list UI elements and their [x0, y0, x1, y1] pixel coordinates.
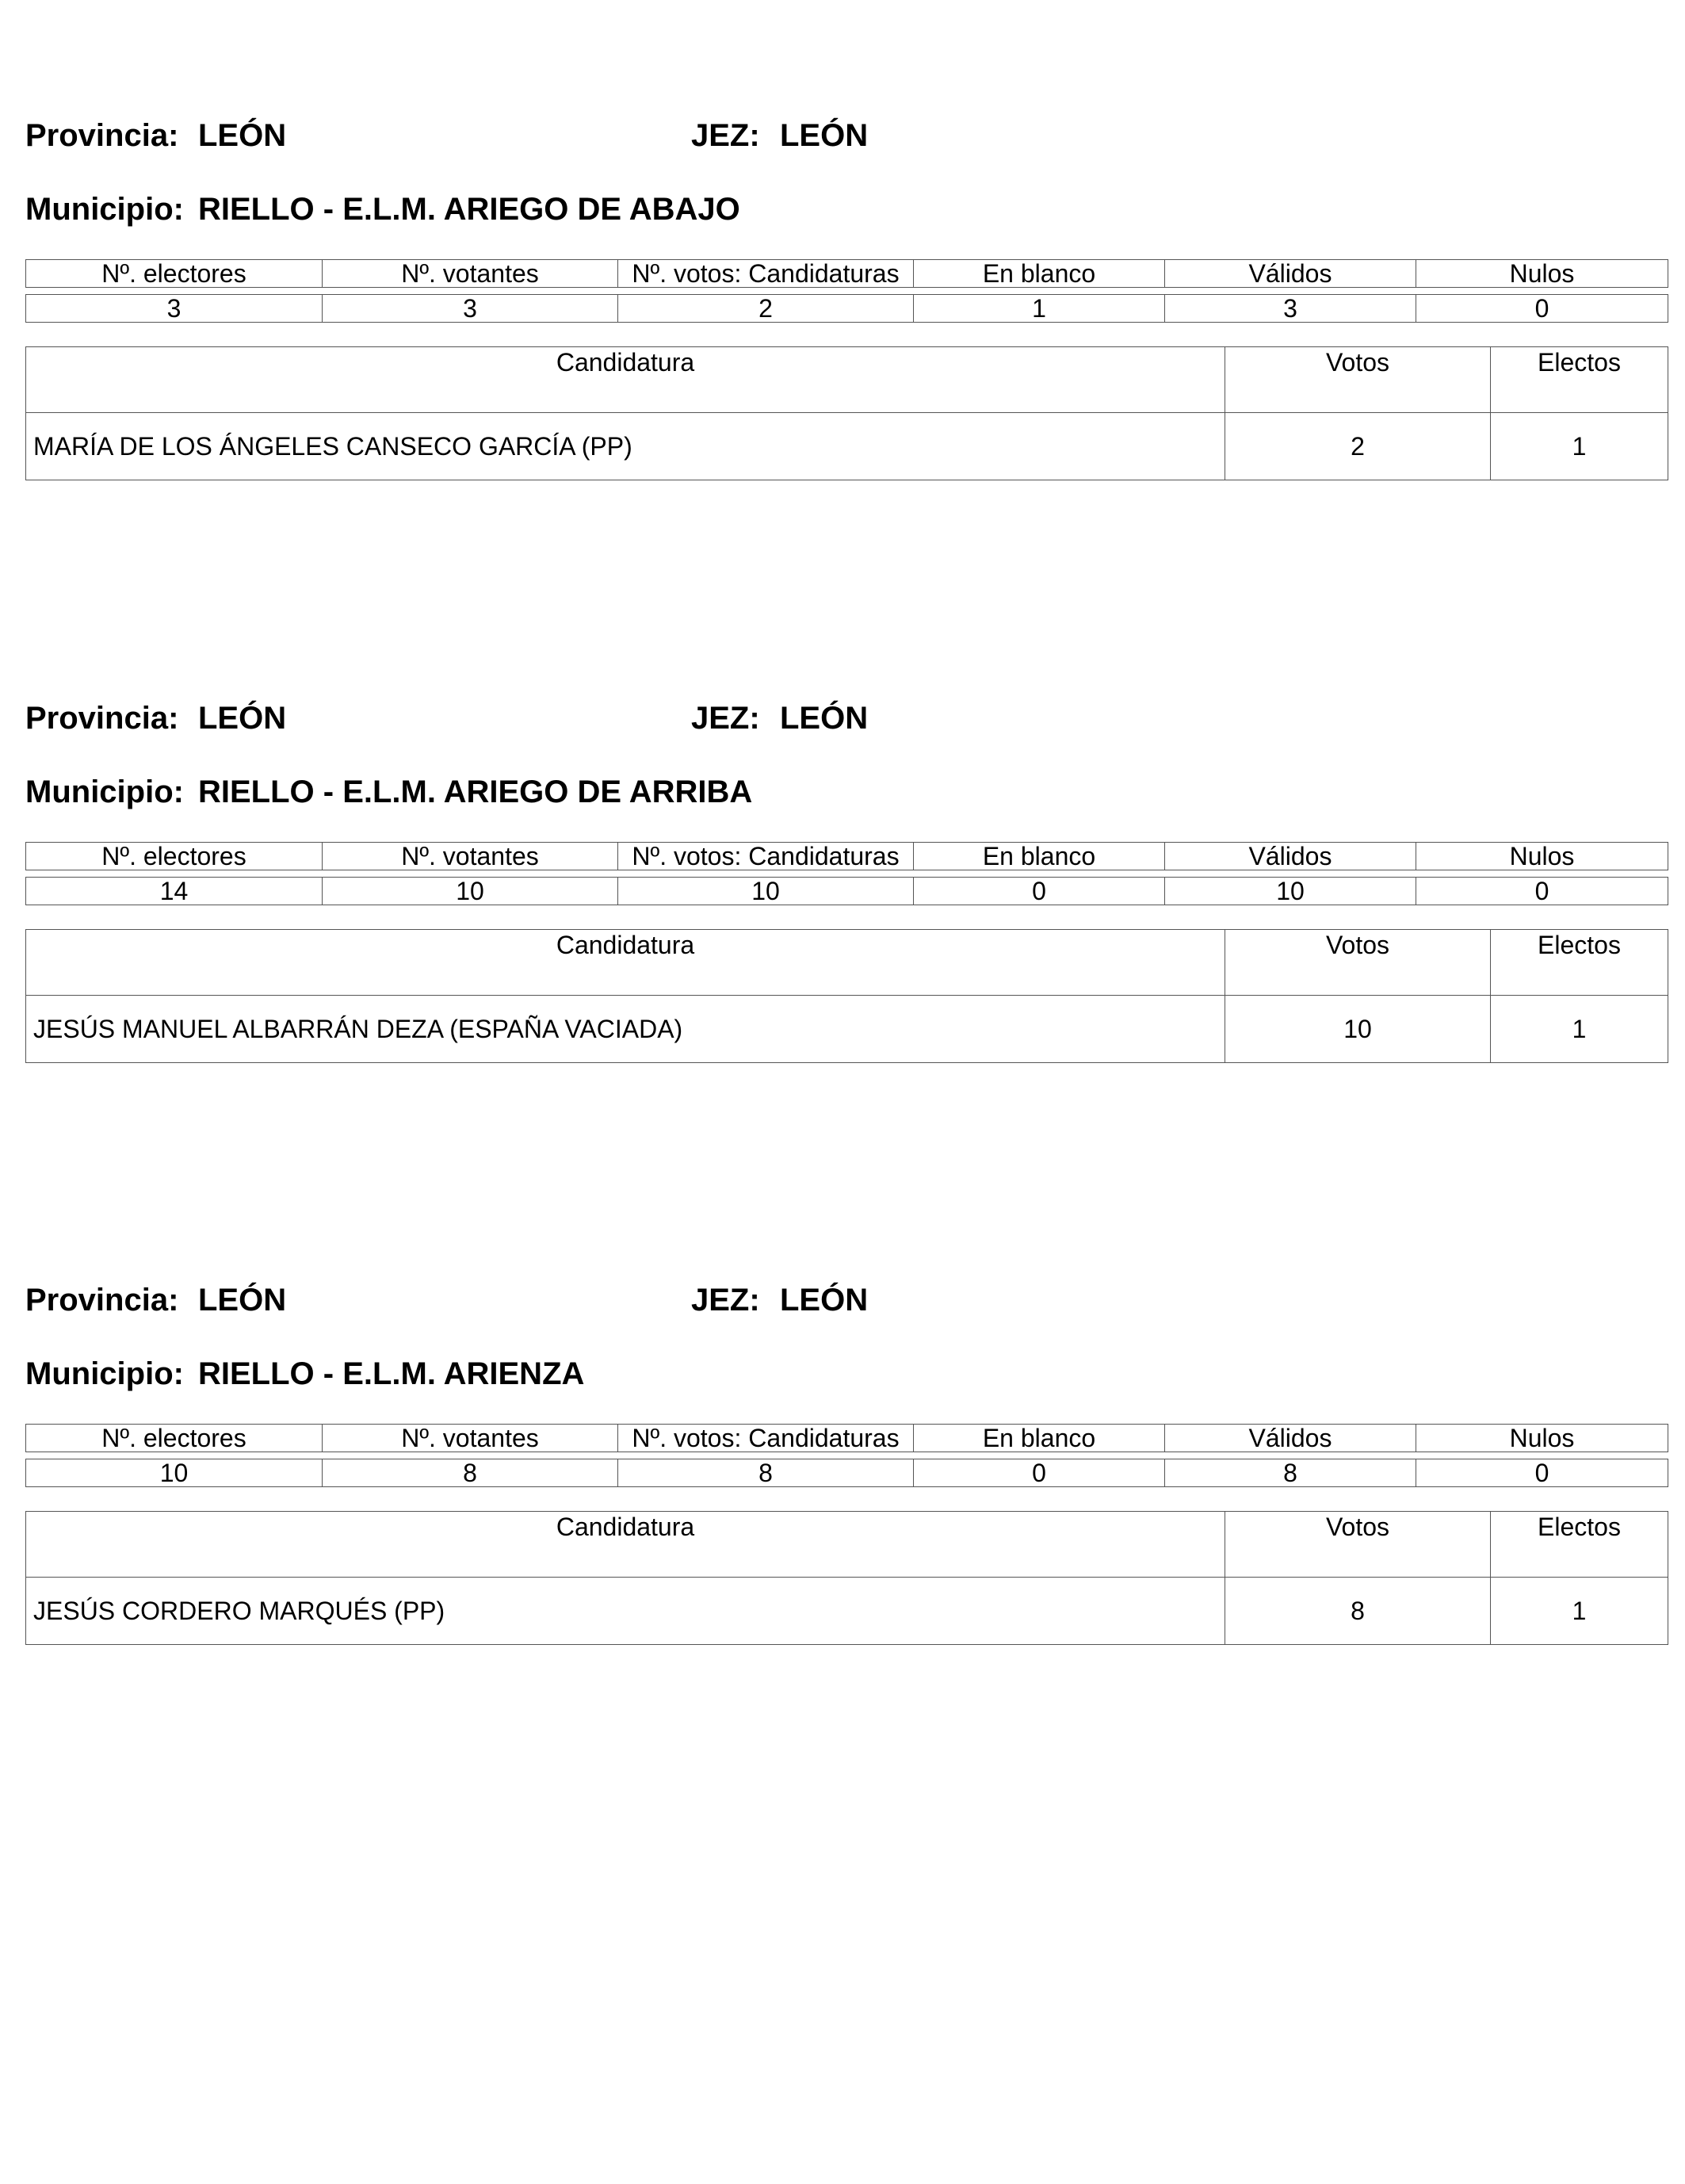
summary-values-row — [26, 1459, 1668, 1487]
header-validos: Válidos — [1165, 1425, 1416, 1452]
header-validos: Válidos — [1165, 260, 1416, 288]
candidate-row — [26, 996, 1668, 1063]
jez-value: LEÓN — [780, 701, 869, 736]
header-votantes: Nº. votantes — [323, 1425, 618, 1452]
header-candidatura: Candidatura — [26, 1512, 1225, 1578]
provincia-label: Provincia: — [25, 701, 179, 736]
municipio-label: Municipio: — [25, 192, 184, 227]
value-validos: 8 — [1165, 1459, 1416, 1487]
value-votantes: 8 — [323, 1459, 618, 1487]
provincia-value: LEÓN — [198, 701, 287, 736]
header-electores: Nº. electores — [26, 1425, 323, 1452]
summary-header-table — [25, 259, 1668, 288]
header-votantes: Nº. votantes — [323, 260, 618, 288]
provincia-value: LEÓN — [198, 118, 287, 153]
value-votantes: 10 — [323, 878, 618, 905]
header-electos: Electos — [1491, 1512, 1668, 1578]
municipio-value: RIELLO - E.L.M. ARIENZA — [198, 1356, 585, 1391]
jez-value: LEÓN — [780, 118, 869, 153]
header-electos: Electos — [1491, 347, 1668, 413]
summary-header-row — [26, 1425, 1668, 1452]
value-nulos: 0 — [1416, 1459, 1668, 1487]
value-nulos: 0 — [1416, 878, 1668, 905]
value-en-blanco: 0 — [914, 878, 1165, 905]
header-en-blanco: En blanco — [914, 260, 1165, 288]
header-nulos: Nulos — [1416, 843, 1668, 870]
provincia-label: Provincia: — [25, 118, 179, 153]
jez-label: JEZ: — [691, 701, 760, 736]
jez-label: JEZ: — [691, 1283, 760, 1318]
candidate-electos: 1 — [1491, 413, 1668, 480]
section-header — [25, 112, 1668, 159]
provincia-label: Provincia: — [25, 1283, 179, 1318]
candidates-header-row — [26, 1512, 1668, 1578]
candidates-header-row — [26, 347, 1668, 413]
header-en-blanco: En blanco — [914, 1425, 1165, 1452]
header-electos: Electos — [1491, 930, 1668, 996]
summary-values-table — [25, 877, 1668, 905]
header-candidatura: Candidatura — [26, 347, 1225, 413]
summary-values-table — [25, 294, 1668, 323]
header-nulos: Nulos — [1416, 1425, 1668, 1452]
value-votantes: 3 — [323, 295, 618, 323]
value-en-blanco: 1 — [914, 295, 1165, 323]
jez-value: LEÓN — [780, 1283, 869, 1318]
municipio-line — [25, 768, 1668, 816]
header-votos: Votos — [1225, 1512, 1491, 1578]
header-validos: Válidos — [1165, 843, 1416, 870]
candidates-table — [25, 929, 1668, 1063]
value-votos-candidaturas: 10 — [618, 878, 914, 905]
value-electores: 3 — [26, 295, 323, 323]
summary-header-row — [26, 260, 1668, 288]
candidate-votos: 10 — [1225, 996, 1491, 1063]
municipio-value: RIELLO - E.L.M. ARIEGO DE ABAJO — [198, 192, 740, 227]
value-electores: 10 — [26, 1459, 323, 1487]
value-validos: 10 — [1165, 878, 1416, 905]
candidates-table — [25, 1511, 1668, 1645]
header-votos-candidaturas: Nº. votos: Candidaturas — [618, 1425, 914, 1452]
header-votos: Votos — [1225, 347, 1491, 413]
summary-header-table — [25, 1424, 1668, 1452]
header-electores: Nº. electores — [26, 260, 323, 288]
candidates-table — [25, 346, 1668, 480]
municipio-line — [25, 186, 1668, 233]
municipio-label: Municipio: — [25, 1356, 184, 1391]
header-candidatura: Candidatura — [26, 930, 1225, 996]
value-electores: 14 — [26, 878, 323, 905]
provincia-value: LEÓN — [198, 1283, 287, 1318]
header-votos: Votos — [1225, 930, 1491, 996]
candidate-row — [26, 1578, 1668, 1645]
value-validos: 3 — [1165, 295, 1416, 323]
value-en-blanco: 0 — [914, 1459, 1165, 1487]
summary-header-table — [25, 842, 1668, 870]
value-votos-candidaturas: 2 — [618, 295, 914, 323]
header-en-blanco: En blanco — [914, 843, 1165, 870]
jez-label: JEZ: — [691, 118, 760, 153]
candidate-votos: 2 — [1225, 413, 1491, 480]
header-votos-candidaturas: Nº. votos: Candidaturas — [618, 843, 914, 870]
header-electores: Nº. electores — [26, 843, 323, 870]
summary-header-row — [26, 843, 1668, 870]
municipio-label: Municipio: — [25, 775, 184, 809]
summary-values-row — [26, 295, 1668, 323]
summary-values-row — [26, 878, 1668, 905]
section-header — [25, 1276, 1668, 1324]
municipio-line — [25, 1350, 1668, 1398]
header-votantes: Nº. votantes — [323, 843, 618, 870]
value-nulos: 0 — [1416, 295, 1668, 323]
municipio-value: RIELLO - E.L.M. ARIEGO DE ARRIBA — [198, 775, 753, 809]
candidate-name: MARÍA DE LOS ÁNGELES CANSECO GARCÍA (PP) — [26, 413, 1225, 480]
header-nulos: Nulos — [1416, 260, 1668, 288]
candidate-electos: 1 — [1491, 996, 1668, 1063]
candidate-name: JESÚS MANUEL ALBARRÁN DEZA (ESPAÑA VACIADA) — [26, 996, 1225, 1063]
summary-values-table — [25, 1459, 1668, 1487]
section-header — [25, 694, 1668, 742]
candidate-name: JESÚS CORDERO MARQUÉS (PP) — [26, 1578, 1225, 1645]
candidate-votos: 8 — [1225, 1578, 1491, 1645]
candidate-electos: 1 — [1491, 1578, 1668, 1645]
candidate-row — [26, 413, 1668, 480]
header-votos-candidaturas: Nº. votos: Candidaturas — [618, 260, 914, 288]
candidates-header-row — [26, 930, 1668, 996]
value-votos-candidaturas: 8 — [618, 1459, 914, 1487]
